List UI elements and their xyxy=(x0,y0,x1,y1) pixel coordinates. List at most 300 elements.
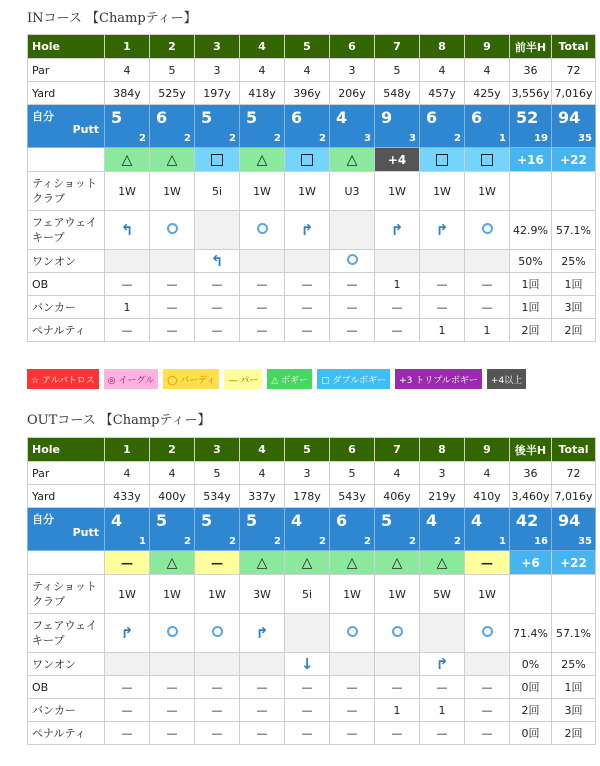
penalty-value: 2回 xyxy=(510,319,552,342)
par-value: 5 xyxy=(375,59,420,82)
hole-number: 7 xyxy=(375,438,420,462)
result-bogey xyxy=(150,148,195,172)
stroke-count: 6 xyxy=(291,108,303,127)
result-bogey xyxy=(150,551,195,575)
yard-value: 548y xyxy=(375,82,420,105)
yard-value: 7,016y xyxy=(552,485,596,508)
over-par-total: +22 xyxy=(552,148,596,172)
penalty-value: 1 xyxy=(465,319,510,342)
tee-club-value: U3 xyxy=(330,172,375,211)
hole-score xyxy=(420,508,465,551)
ob-value: — xyxy=(240,273,285,296)
double-bogey-square-icon xyxy=(481,154,493,166)
tee-club-value: 1W xyxy=(285,172,330,211)
result-par xyxy=(465,551,510,575)
bunker-value: — xyxy=(330,699,375,722)
tee-club-value: 1W xyxy=(105,172,150,211)
result-label xyxy=(28,148,105,172)
penalty-value: — xyxy=(240,722,285,745)
stroke-count: 94 xyxy=(558,511,581,530)
hole-score xyxy=(552,508,596,551)
stroke-count: 4 xyxy=(111,511,123,530)
ob-value: — xyxy=(465,676,510,699)
miss-right-arrow-icon: ↱ xyxy=(120,624,134,642)
stroke-count: 42 xyxy=(516,511,539,530)
ob-value: — xyxy=(465,273,510,296)
yard-value: 425y xyxy=(465,82,510,105)
my-score-row xyxy=(28,508,596,551)
putt-count: 2 xyxy=(319,536,326,547)
stroke-count: 5 xyxy=(201,108,213,127)
stroke-count: 5 xyxy=(111,108,123,127)
tee-club-value: 5i xyxy=(195,172,240,211)
hole-number: 8 xyxy=(420,438,465,462)
penalty-value: — xyxy=(105,319,150,342)
one-on-value xyxy=(330,653,375,676)
stroke-count: 5 xyxy=(246,108,258,127)
result-symbol: △ xyxy=(166,151,178,168)
par-value: 5 xyxy=(330,462,375,485)
ob-value: 1回 xyxy=(510,273,552,296)
fairway-keep-rate: 57.1% xyxy=(552,614,596,653)
hole-score xyxy=(150,105,195,148)
par-value: 4 xyxy=(420,59,465,82)
hole-number: 3 xyxy=(195,438,240,462)
ob-value: — xyxy=(150,273,195,296)
penalty-value: — xyxy=(330,722,375,745)
putt-count: 2 xyxy=(184,536,191,547)
hole-header-row xyxy=(28,35,596,59)
ob-value: — xyxy=(240,676,285,699)
tee-club-label: ティショット クラブ xyxy=(28,172,105,211)
yard-row xyxy=(28,485,596,508)
tee-club-row xyxy=(28,172,596,211)
hole-score xyxy=(375,508,420,551)
hole-score xyxy=(465,508,510,551)
tee-club-value: 1W xyxy=(465,172,510,211)
bunker-row xyxy=(28,699,596,722)
yard-value: 3,460y xyxy=(510,485,552,508)
hole-number: 5 xyxy=(285,438,330,462)
yard-value: 433y xyxy=(105,485,150,508)
ob-value: — xyxy=(285,676,330,699)
par-value: 3 xyxy=(420,462,465,485)
result-par xyxy=(105,551,150,575)
result-dbogey xyxy=(420,148,465,172)
yard-label: Yard xyxy=(28,82,105,105)
fairway-keep-value xyxy=(240,614,285,653)
hole-score xyxy=(195,105,240,148)
putt-count: 1 xyxy=(499,133,506,144)
yard-value: 418y xyxy=(240,82,285,105)
result-bogey xyxy=(285,551,330,575)
fairway-keep-label: フェアウェイ キープ xyxy=(28,211,105,250)
result-symbol: — xyxy=(121,555,133,570)
legend-item: — パー xyxy=(224,369,262,389)
ob-value: — xyxy=(105,676,150,699)
hole-number: 後半H xyxy=(510,438,552,462)
result-symbol: △ xyxy=(166,554,178,571)
stroke-count: 6 xyxy=(156,108,168,127)
ob-value: 1 xyxy=(375,273,420,296)
penalty-value: — xyxy=(465,722,510,745)
ob-value: — xyxy=(105,273,150,296)
yard-value: 534y xyxy=(195,485,240,508)
result-plus4 xyxy=(375,148,420,172)
par-value: 4 xyxy=(105,59,150,82)
hole-number: Total xyxy=(552,438,596,462)
legend-item: ◎ イーグル xyxy=(104,369,158,389)
tee-club-row xyxy=(28,575,596,614)
stroke-count: 5 xyxy=(201,511,213,530)
hole-score xyxy=(285,508,330,551)
hole-score xyxy=(105,105,150,148)
my-score-label xyxy=(28,508,105,551)
double-bogey-square-icon xyxy=(211,154,223,166)
par-value: 5 xyxy=(195,462,240,485)
fairway-keep-icon xyxy=(212,626,223,637)
putt-count: 2 xyxy=(409,536,416,547)
penalty-value: — xyxy=(420,722,465,745)
result-bogey xyxy=(330,551,375,575)
par-row xyxy=(28,59,596,82)
tee-club-value: 1W xyxy=(150,172,195,211)
result-symbol: △ xyxy=(256,554,268,571)
result-symbol: △ xyxy=(346,151,358,168)
putt-count: 35 xyxy=(578,133,592,144)
par-value: 3 xyxy=(330,59,375,82)
putt-count: 2 xyxy=(274,536,281,547)
par-value: 5 xyxy=(150,59,195,82)
par-row xyxy=(28,462,596,485)
putt-count: 2 xyxy=(454,536,461,547)
yard-value: 206y xyxy=(330,82,375,105)
bunker-value: 3回 xyxy=(552,699,596,722)
one-on-value xyxy=(465,653,510,676)
hole-score xyxy=(150,508,195,551)
ob-value: — xyxy=(375,676,420,699)
par-label: Par xyxy=(28,462,105,485)
yard-label: Yard xyxy=(28,485,105,508)
ob-row xyxy=(28,676,596,699)
putt-count: 1 xyxy=(139,536,146,547)
legend-item: +4以上 xyxy=(487,369,526,389)
putt-count: 35 xyxy=(578,536,592,547)
one-on-value xyxy=(375,653,420,676)
one-on-value xyxy=(330,250,375,273)
par-value: 72 xyxy=(552,462,596,485)
my-score-row xyxy=(28,105,596,148)
penalty-value: 0回 xyxy=(510,722,552,745)
tee-club-value: 1W xyxy=(105,575,150,614)
fairway-keep-value xyxy=(105,211,150,250)
fairway-keep-value xyxy=(330,211,375,250)
fairway-keep-value xyxy=(465,614,510,653)
par-value: 4 xyxy=(240,59,285,82)
yard-value: 178y xyxy=(285,485,330,508)
penalty-value: 1 xyxy=(420,319,465,342)
putt-count: 3 xyxy=(409,133,416,144)
tee-club-value xyxy=(552,172,596,211)
putt-count: 3 xyxy=(364,133,371,144)
result-row xyxy=(28,551,596,575)
tee-club-value: 5i xyxy=(285,575,330,614)
hole-score xyxy=(375,105,420,148)
penalty-row xyxy=(28,722,596,745)
bunker-value: — xyxy=(150,296,195,319)
tee-club-value: 1W xyxy=(150,575,195,614)
putt-count: 2 xyxy=(139,133,146,144)
penalty-label: ペナルティ xyxy=(28,722,105,745)
par-value: 36 xyxy=(510,462,552,485)
penalty-value: — xyxy=(285,319,330,342)
putt-count: 2 xyxy=(229,536,236,547)
bunker-value: — xyxy=(105,699,150,722)
hole-number: 6 xyxy=(330,35,375,59)
over-par-total: +16 xyxy=(510,148,552,172)
hole-number: 9 xyxy=(465,35,510,59)
hole-score xyxy=(285,105,330,148)
hole-number: 7 xyxy=(375,35,420,59)
miss-right-arrow-icon: ↱ xyxy=(435,221,449,239)
par-value: 3 xyxy=(285,462,330,485)
score-legend xyxy=(27,369,526,389)
bunker-value: — xyxy=(150,699,195,722)
bunker-value: — xyxy=(240,296,285,319)
result-symbol: △ xyxy=(301,554,313,571)
yard-value: 410y xyxy=(465,485,510,508)
ob-row xyxy=(28,273,596,296)
hole-score xyxy=(420,105,465,148)
par-value: 4 xyxy=(285,59,330,82)
stroke-count: 52 xyxy=(516,108,539,127)
par-value: 72 xyxy=(552,59,596,82)
putt-count: 2 xyxy=(274,133,281,144)
stroke-count: 94 xyxy=(558,108,581,127)
hole-score xyxy=(195,508,240,551)
result-bogey xyxy=(240,551,285,575)
hole-number: 2 xyxy=(150,35,195,59)
hole-header-row xyxy=(28,438,596,462)
bunker-value: 1 xyxy=(420,699,465,722)
penalty-value: — xyxy=(105,722,150,745)
one-on-rate: 0% xyxy=(510,653,552,676)
in-course-table xyxy=(27,34,596,342)
hole-score xyxy=(105,508,150,551)
penalty-value: — xyxy=(195,319,240,342)
result-symbol: — xyxy=(481,555,493,570)
one-on-value xyxy=(285,653,330,676)
result-dbogey xyxy=(195,148,240,172)
fairway-keep-value xyxy=(420,614,465,653)
par-value: 3 xyxy=(195,59,240,82)
result-label xyxy=(28,551,105,575)
one-on-row xyxy=(28,250,596,273)
penalty-value: — xyxy=(150,319,195,342)
ob-label: OB xyxy=(28,676,105,699)
one-on-row xyxy=(28,653,596,676)
miss-left-arrow-icon: ↰ xyxy=(210,252,224,270)
miss-right-arrow-icon: ↱ xyxy=(255,624,269,642)
par-value: 4 xyxy=(105,462,150,485)
over-par-total: +22 xyxy=(552,551,596,575)
stroke-count: 6 xyxy=(336,511,348,530)
tee-club-value xyxy=(510,575,552,614)
fairway-keep-icon xyxy=(257,223,268,234)
putt-count: 2 xyxy=(364,536,371,547)
penalty-value: 2回 xyxy=(552,319,596,342)
hole-score xyxy=(330,105,375,148)
tee-club-value: 5W xyxy=(420,575,465,614)
putt-count: 19 xyxy=(534,133,548,144)
fairway-keep-label: フェアウェイ キープ xyxy=(28,614,105,653)
result-symbol: △ xyxy=(436,554,448,571)
bunker-value: — xyxy=(240,699,285,722)
fairway-keep-icon xyxy=(347,254,358,265)
bunker-value: 3回 xyxy=(552,296,596,319)
fairway-keep-value xyxy=(420,211,465,250)
one-on-value xyxy=(195,653,240,676)
ob-value: — xyxy=(330,273,375,296)
result-symbol: △ xyxy=(346,554,358,571)
hole-score xyxy=(330,508,375,551)
legend-item: ☆ アルバトロス xyxy=(27,369,99,389)
bunker-value: — xyxy=(375,296,420,319)
result-row xyxy=(28,148,596,172)
hole-number: 8 xyxy=(420,35,465,59)
miss-left-arrow-icon: ↰ xyxy=(120,221,134,239)
stroke-count: 9 xyxy=(381,108,393,127)
fairway-keep-value xyxy=(195,211,240,250)
bunker-row xyxy=(28,296,596,319)
stroke-count: 5 xyxy=(246,511,258,530)
ob-value: — xyxy=(285,273,330,296)
legend-item: +3 トリプルボギー xyxy=(395,369,482,389)
result-symbol: — xyxy=(211,555,223,570)
ob-label: OB xyxy=(28,273,105,296)
hole-score xyxy=(465,105,510,148)
stroke-count: 5 xyxy=(381,511,393,530)
ob-value: — xyxy=(420,273,465,296)
yard-value: 396y xyxy=(285,82,330,105)
one-on-value xyxy=(150,653,195,676)
fairway-keep-row xyxy=(28,211,596,250)
par-value: 4 xyxy=(465,59,510,82)
fairway-keep-rate: 57.1% xyxy=(552,211,596,250)
one-on-value xyxy=(150,250,195,273)
hole-number: 2 xyxy=(150,438,195,462)
yard-value: 543y xyxy=(330,485,375,508)
bunker-value: — xyxy=(195,699,240,722)
result-bogey xyxy=(375,551,420,575)
fairway-keep-value xyxy=(375,614,420,653)
miss-right-arrow-icon: ↱ xyxy=(390,221,404,239)
bunker-value: — xyxy=(465,296,510,319)
putt-count: 2 xyxy=(319,133,326,144)
penalty-value: — xyxy=(375,319,420,342)
yard-value: 457y xyxy=(420,82,465,105)
hole-number: 4 xyxy=(240,438,285,462)
stroke-count: 4 xyxy=(471,511,483,530)
par-value: 4 xyxy=(465,462,510,485)
miss-right-arrow-icon: ↱ xyxy=(300,221,314,239)
hole-number: 1 xyxy=(105,438,150,462)
out-course-table xyxy=(27,437,596,745)
par-value: 4 xyxy=(150,462,195,485)
result-bogey xyxy=(330,148,375,172)
hole-score xyxy=(240,508,285,551)
hole-label: Hole xyxy=(28,35,105,59)
yard-value: 3,556y xyxy=(510,82,552,105)
hole-score xyxy=(552,105,596,148)
ob-value: — xyxy=(330,676,375,699)
in-course-title: INコース 【Champティー】 xyxy=(27,11,197,26)
legend-item: △ ボギー xyxy=(267,369,312,389)
double-bogey-square-icon xyxy=(301,154,313,166)
yard-value: 400y xyxy=(150,485,195,508)
result-dbogey xyxy=(285,148,330,172)
legend-item: □ ダブルボギー xyxy=(317,369,390,389)
tee-club-value: 1W xyxy=(375,575,420,614)
my-score-label xyxy=(28,105,105,148)
one-on-value xyxy=(465,250,510,273)
yard-value: 197y xyxy=(195,82,240,105)
fairway-keep-value xyxy=(285,211,330,250)
one-on-value xyxy=(240,653,285,676)
one-on-rate: 25% xyxy=(552,250,596,273)
penalty-value: — xyxy=(330,319,375,342)
penalty-value: — xyxy=(195,722,240,745)
fairway-keep-row xyxy=(28,614,596,653)
penalty-row xyxy=(28,319,596,342)
hole-score xyxy=(510,508,552,551)
one-on-value xyxy=(420,653,465,676)
me-label: 自分 xyxy=(32,110,54,123)
penalty-label: ペナルティ xyxy=(28,319,105,342)
fairway-keep-value xyxy=(375,211,420,250)
putt-count: 2 xyxy=(454,133,461,144)
par-value: 36 xyxy=(510,59,552,82)
legend-item: ◯ バーディ xyxy=(163,369,219,389)
ob-value: — xyxy=(195,676,240,699)
one-on-value xyxy=(375,250,420,273)
fairway-keep-value xyxy=(150,211,195,250)
putt-count: 2 xyxy=(229,133,236,144)
bunker-value: 1回 xyxy=(510,296,552,319)
par-label: Par xyxy=(28,59,105,82)
bunker-value: — xyxy=(195,296,240,319)
result-symbol: △ xyxy=(121,151,133,168)
hole-number: 1 xyxy=(105,35,150,59)
one-on-value xyxy=(285,250,330,273)
one-on-value xyxy=(105,653,150,676)
stroke-count: 4 xyxy=(291,511,303,530)
stroke-count: 4 xyxy=(426,511,438,530)
penalty-value: — xyxy=(150,722,195,745)
bunker-value: 1 xyxy=(375,699,420,722)
stroke-count: 6 xyxy=(471,108,483,127)
result-par xyxy=(195,551,240,575)
putt-count: 2 xyxy=(184,133,191,144)
fairway-keep-icon xyxy=(392,626,403,637)
bunker-value: — xyxy=(285,699,330,722)
one-on-label: ワンオン xyxy=(28,250,105,273)
hole-number: 3 xyxy=(195,35,240,59)
result-symbol: +4 xyxy=(387,152,407,167)
hole-score xyxy=(240,105,285,148)
yard-value: 219y xyxy=(420,485,465,508)
out-course-title: OUTコース 【Champティー】 xyxy=(27,413,211,428)
